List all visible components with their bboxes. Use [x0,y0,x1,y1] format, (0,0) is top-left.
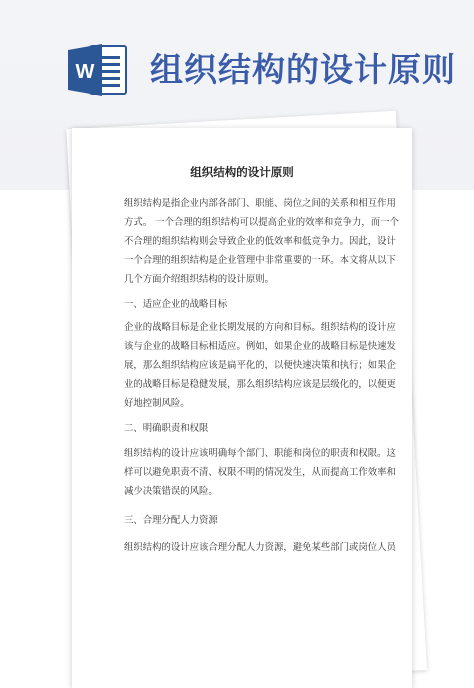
section1-line: 该与企业的战略目标相适应。例如，如果企业的战略目标是快速发 [124,341,396,352]
intro-paragraph [124,194,399,289]
section2-heading: 二、明确职责和权限 [124,423,209,434]
word-icon [66,40,130,100]
section1-line: 展，那么组织结构应该是扁平化的，以便快速决策和执行；如果企 [124,360,396,371]
section1-heading: 一、适应企业的战略目标 [124,299,228,310]
section1-line: 企业的战略目标是企业长期发展的方向和目标。组织结构的设计应 [124,322,396,333]
section1-paragraph [124,318,396,413]
section2-line: 样可以避免职责不清、权限不明的情况发生，从而提高工作效率和 [124,467,396,478]
section1-line: 业的战略目标是稳健发展，那么组织结构应该是层级化的，以便更 [124,379,396,390]
document-page [72,128,412,688]
section3-heading: 三、合理分配人力资源 [124,515,218,526]
section3-paragraph [124,538,396,557]
intro-line: 方式。 一个合理的组织结构可以提高企业的效率和竞争力，而一个 [124,217,399,228]
section1-line: 好地控制风险。 [124,398,190,409]
intro-line: 几个方面介绍组织结构的设计原则。 [124,274,275,285]
word-logo-letter: W [75,61,95,83]
header-title: 组织结构的设计原则 [150,50,456,89]
section2-paragraph [124,444,396,501]
document-title: 组织结构的设计原则 [190,165,294,179]
intro-line: 一个合理的组织结构是企业管理中非常重要的一环。本文将从以下 [124,255,396,266]
section2-line: 组织结构的设计应该明确每个部门、职能和岗位的职责和权限。这 [124,448,396,459]
section2-line: 减少决策错误的风险。 [124,486,218,497]
intro-line: 不合理的组织结构则会导致企业的低效率和低竞争力。因此，设计 [124,236,396,247]
intro-line: 组织结构是指企业内部各部门、职能、岗位之间的关系和相互作用 [124,198,396,209]
section3-line: 组织结构的设计应该合理分配人力资源，避免某些部门或岗位人员 [124,542,396,553]
